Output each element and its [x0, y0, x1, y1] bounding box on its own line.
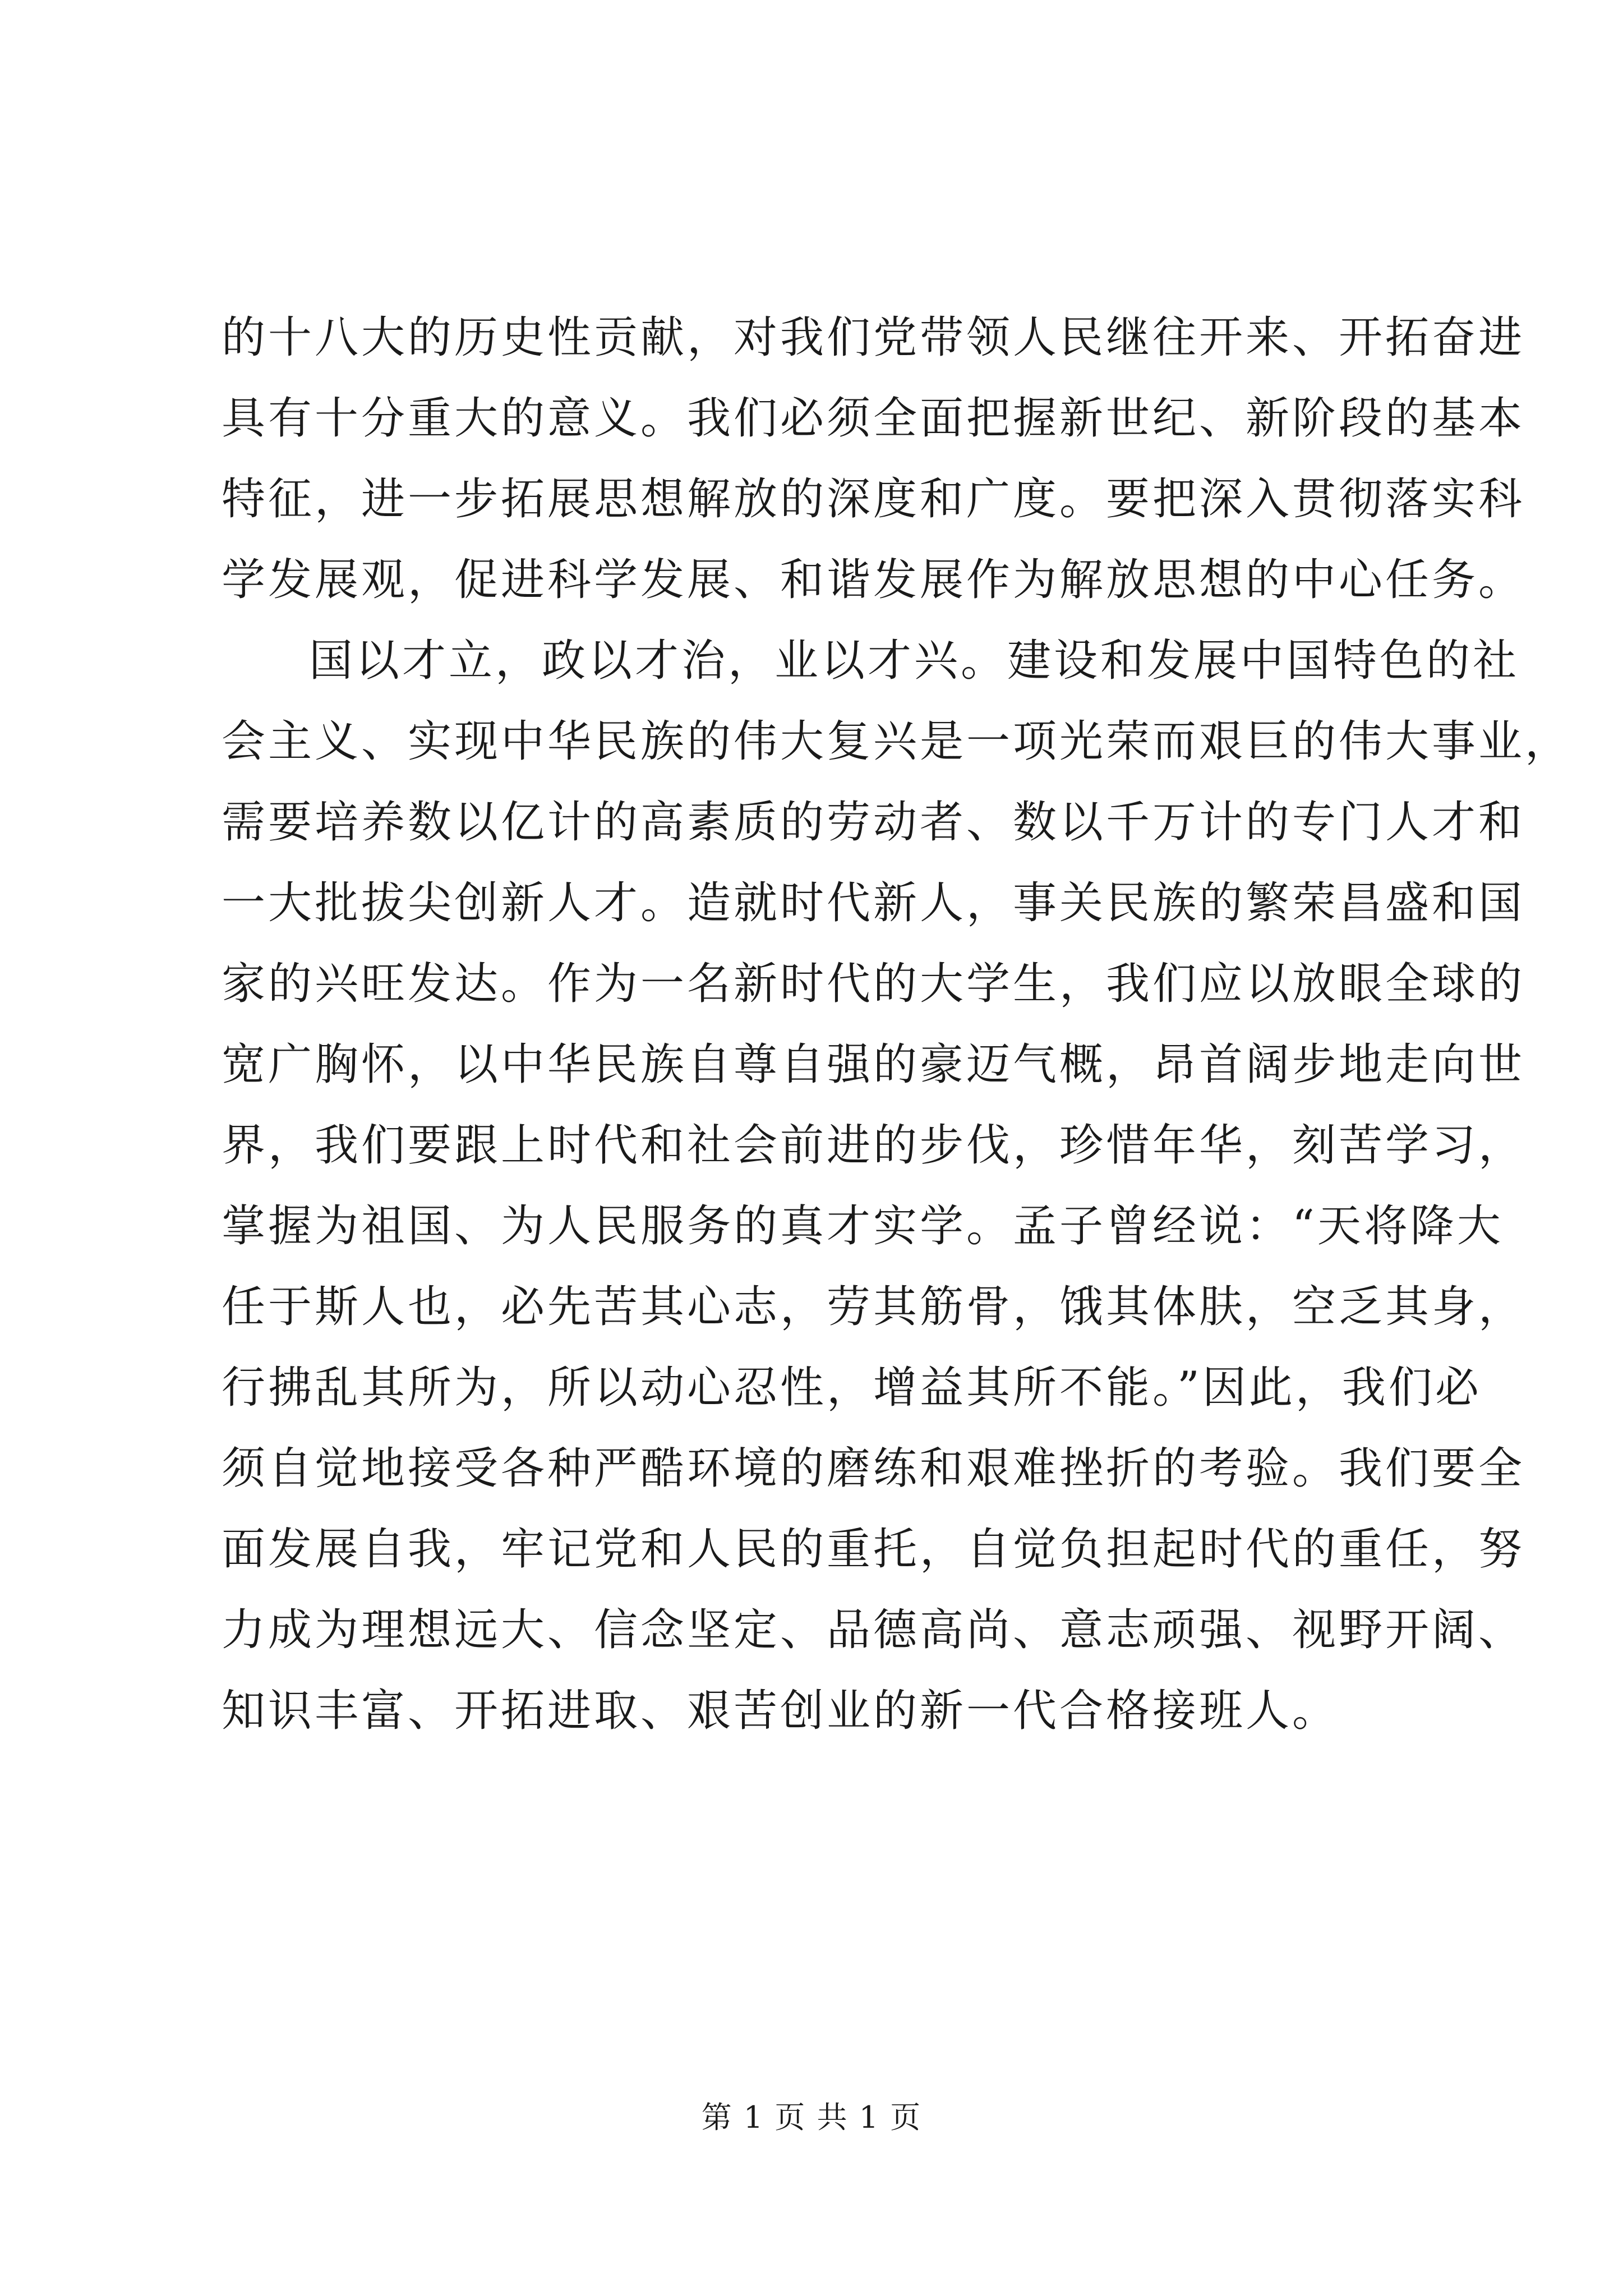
paragraph-2-line-7: 界，我们要跟上时代和社会前进的步伐，珍惜年华，刻苦学习，	[222, 1120, 1525, 1171]
paragraph-2-line-1: 国以才立，政以才治，业以才兴。建设和发展中国特色的社	[309, 636, 1520, 686]
paragraph-2-line-12: 面发展自我，牢记党和人民的重托，自觉负担起时代的重任，努	[222, 1524, 1525, 1575]
paragraph-2-line-2: 会主义、实现中华民族的伟大复兴是一项光荣而艰巨的伟大事业，	[222, 716, 1572, 767]
paragraph-2-line-13: 力成为理想远大、信念坚定、品德高尚、意志顽强、视野开阔、	[222, 1605, 1525, 1655]
paragraph-1-line-4: 学发展观，促进科学发展、和谐发展作为解放思想的中心任务。	[222, 555, 1525, 605]
paragraph-2-line-4: 一大批拔尖创新人才。造就时代新人，事关民族的繁荣昌盛和国	[222, 878, 1525, 928]
document-body	[222, 297, 1572, 1751]
paragraph-2-line-11: 须自觉地接受各种严酷环境的磨练和艰难挫折的考验。我们要全	[222, 1443, 1525, 1494]
paragraph-1-line-1: 的十八大的历史性贡献，对我们党带领人民继往开来、开拓奋进	[222, 312, 1525, 363]
paragraph-2-line-14: 知识丰富、开拓进取、艰苦创业的新一代合格接班人。	[222, 1686, 1339, 1736]
paragraph-2-line-6: 宽广胸怀，以中华民族自尊自强的豪迈气概，昂首阔步地走向世	[222, 1039, 1525, 1090]
paragraph-2-line-3: 需要培养数以亿计的高素质的劳动者、数以千万计的专门人才和	[222, 797, 1525, 848]
paragraph-2-line-5: 家的兴旺发达。作为一名新时代的大学生，我们应以放眼全球的	[222, 959, 1525, 1009]
paragraph-2-line-8: 掌握为祖国、为人民服务的真才实学。孟子曾经说：“天将降大	[222, 1201, 1504, 1251]
paragraph-1-line-3: 特征，进一步拓展思想解放的深度和广度。要把深入贯彻落实科	[222, 474, 1525, 524]
page-number-footer: 第 1 页 共 1 页	[701, 2100, 922, 2135]
paragraph-1-line-2: 具有十分重大的意义。我们必须全面把握新世纪、新阶段的基本	[222, 393, 1525, 444]
paragraph-2-line-9: 任于斯人也，必先苦其心志，劳其筋骨，饿其体肤，空乏其身，	[222, 1282, 1525, 1332]
paragraph-2-line-10: 行拂乱其所为，所以动心忍性，增益其所不能。”因此，我们必	[222, 1363, 1482, 1413]
